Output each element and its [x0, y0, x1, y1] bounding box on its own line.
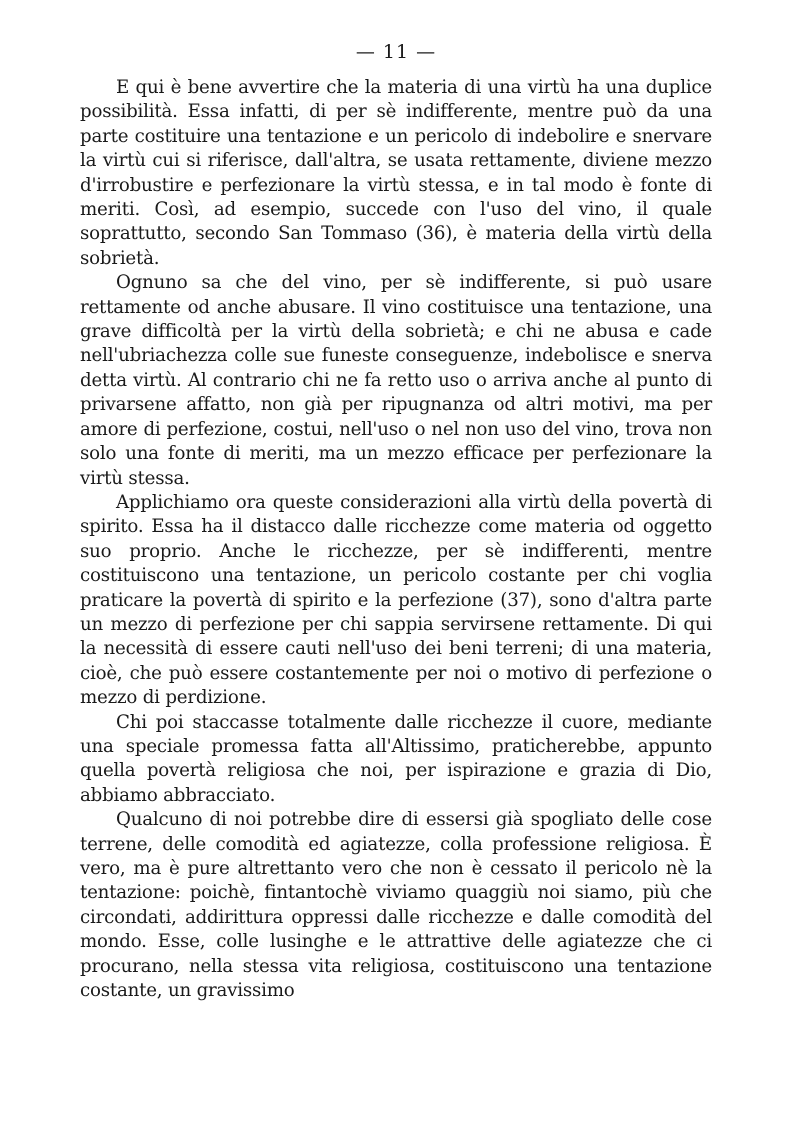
paragraph-2: Ognuno sa che del vino, per sè indifferente, si può usare rettamente od anche abusare. Il vino costituisce una tentazione, una grave difficoltà per la virtù della sobrietà; e chi ne abusa e cade nell'ubriachezza colle sue funeste conseguenze, indebolisce e snerva detta virtù. Al contrario chi ne fa retto uso o arriva anche al punto di privarsene affatto, non già per ripugnanza od altri motivi, ma per amore di perfezione, costui, nell'uso o nel non uso del vino, trova non solo una fonte di meriti, ma un mezzo efficace per perfezionare la virtù stessa.	[80, 272, 712, 489]
paragraph-3: Applichiamo ora queste considerazioni alla virtù della povertà di spirito. Essa ha il distacco dalle ricchezze come materia od oggetto suo proprio. Anche le ricchezze, per sè indifferenti, mentre costituiscono una tentazione, un pericolo costante per chi voglia praticare la povertà di spirito e la perfezione (37), sono d'altra parte un mezzo di perfezione per chi sappia servirsene rettamente. Di qui la necessità di essere cauti nell'uso dei beni terreni; di una materia, cioè, che può essere costantemente per noi o motivo di perfezione o mezzo di perdizione.	[80, 491, 712, 709]
paragraph-1: E qui è bene avvertire che la materia di una virtù ha una duplice possibilità. Essa infatti, di per sè indifferente, mentre può da una parte costituire una tentazione e un pericolo di indebolire e snervare la virtù cui si riferisce, dall'altra, se usata rettamente, diviene mezzo d'irrobustire e perfezionare la virtù stessa, e in tal modo è fonte di meriti. Così, ad esempio, succede con l'uso del vino, il quale soprattutto, secondo San Tommaso (36), è materia della virtù della sobrietà.	[80, 77, 712, 269]
paragraph-5: Qualcuno di noi potrebbe dire di essersi già spogliato delle cose terrene, delle comodità ed agiatezze, colla professione religiosa. È vero, ma è pure altrettanto vero che non è cessato il pericolo nè la tentazione: poichè, fintantochè viviamo quaggiù noi siamo, più che circondati, addirittura oppressi dalle ricchezze e dalle comodità del mondo. Esse, colle lusinghe e le attrattive delle agiatezze che ci procurano, nella stessa vita religiosa, costituiscono una tentazione costante, un gravissimo	[80, 809, 712, 1002]
paragraph-4: Chi poi staccasse totalmente dalle ricchezze il cuore, mediante una speciale promessa fatta all'Altissimo, praticherebbe, appunto quella povertà religiosa che noi, per ispirazione e grazia di Dio, abbiamo abbracciato.	[80, 711, 712, 806]
document-page	[80, 38, 712, 1003]
page-number: — 11 —	[355, 41, 437, 63]
